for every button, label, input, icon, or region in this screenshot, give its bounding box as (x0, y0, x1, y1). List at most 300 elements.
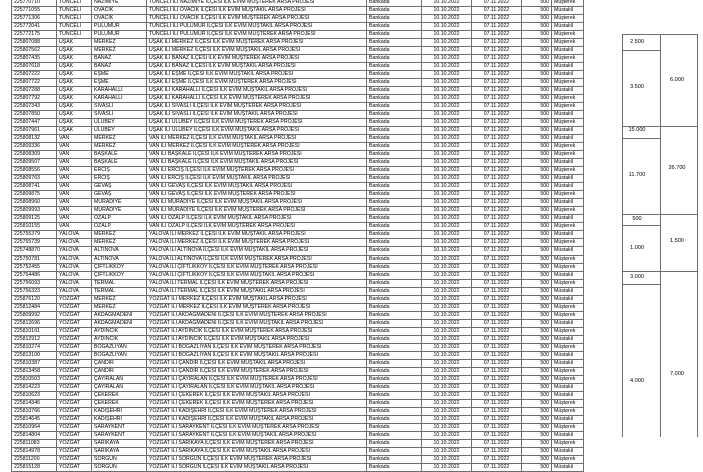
start-date-cell: 10.10.2022 (422, 87, 472, 95)
record-id-cell: 225771055 (12, 7, 57, 15)
amount-cell: 500 (522, 279, 552, 287)
province-cell: VAN (57, 199, 92, 207)
start-date-cell: 10.10.2022 (422, 367, 472, 375)
project-name-cell: UŞAK İLİ EŞME İLÇESİ İLK EVİM MÜŞTAKİL ARSA PROJESİ (147, 71, 367, 79)
province-cell: YALOVA (57, 255, 92, 263)
project-type-cell: Müstakil (552, 415, 584, 423)
end-date-cell: 07.11.2022 (472, 319, 522, 327)
district-cell: GEVAŞ (92, 183, 147, 191)
province-cell: VAN (57, 183, 92, 191)
province-cell: YOZGAT (57, 327, 92, 335)
project-name-cell: VAN İLİ ERCİŞ İLÇESİ İLK EVİM MÜŞTEREK ARSA PROJESİ (147, 167, 367, 175)
end-date-cell: 07.11.2022 (472, 103, 522, 111)
district-cell: ÇAYIRALAN (92, 375, 147, 383)
record-id-cell: 225814804 (12, 431, 57, 439)
end-date-cell: 07.11.2022 (472, 383, 522, 391)
table-row (12, 263, 584, 271)
payment-status-cell: Bankada (367, 39, 422, 47)
table-row (12, 79, 584, 87)
project-name-cell: YOZGAT İLİ SARIKAYA İLÇESİ İLK EVİM MÜŞTEREK ARSA PROJESİ (147, 439, 367, 447)
amount-cell: 500 (522, 127, 552, 135)
record-id-cell: 225807288 (12, 87, 57, 95)
province-cell: VAN (57, 223, 92, 231)
start-date-cell: 10.10.2022 (422, 431, 472, 439)
project-name-cell: YALOVA İLİ ÇİFTLİKKÖY İLÇESİ İLK EVİM MÜŞTEREK ARSA PROJESİ (147, 263, 367, 271)
project-name-cell: YALOVA İLİ ALTINOVA İLÇESİ İLK EVİM MÜŞTAKİL ARSA PROJESİ (147, 247, 367, 255)
project-type-cell: Müstakil (552, 175, 584, 183)
district-cell: ALTINOVA (92, 247, 147, 255)
start-date-cell: 10.10.2022 (422, 223, 472, 231)
payment-status-cell: Bankada (367, 79, 422, 87)
start-date-cell: 10.10.2022 (422, 119, 472, 127)
end-date-cell: 07.11.2022 (472, 399, 522, 407)
start-date-cell: 10.10.2022 (422, 191, 472, 199)
province-cell: YOZGAT (57, 359, 92, 367)
record-id-cell: 225754486 (12, 271, 57, 279)
province-cell: YOZGAT (57, 383, 92, 391)
amount-cell: 500 (522, 111, 552, 119)
payment-status-cell: Bankada (367, 399, 422, 407)
project-name-cell: VAN İLİ GEVAŞ İLÇESİ İLK EVİM MÜŞTEREK ARSA PROJESİ (147, 191, 367, 199)
end-date-cell: 07.11.2022 (472, 263, 522, 271)
end-date-cell: 07.11.2022 (472, 31, 522, 39)
amount-cell: 500 (522, 319, 552, 327)
end-date-cell: 07.11.2022 (472, 39, 522, 47)
province-cell: TUNCELİ (57, 0, 92, 7)
table-row (12, 455, 584, 463)
record-id-cell: 225748870 (12, 247, 57, 255)
start-date-cell: 10.10.2022 (422, 159, 472, 167)
project-type-cell: Müşterek (552, 367, 584, 375)
payment-status-cell: Bankada (367, 383, 422, 391)
amount-cell: 500 (522, 215, 552, 223)
project-type-cell: Müstakil (552, 127, 584, 135)
start-date-cell: 10.10.2022 (422, 231, 472, 239)
start-date-cell: 10.10.2022 (422, 71, 472, 79)
district-cell: BOĞAZLIYAN (92, 343, 147, 351)
record-id-cell: 225807088 (12, 39, 57, 47)
amount-cell: 500 (522, 375, 552, 383)
province-cell: YOZGAT (57, 311, 92, 319)
yozgat-mustakil-total: 3.000 (630, 274, 644, 280)
record-id-cell: 225808556 (12, 167, 57, 175)
table-row (12, 311, 584, 319)
district-cell: KADIŞEHRİ (92, 407, 147, 415)
district-cell: ÖZALP (92, 223, 147, 231)
province-cell: YOZGAT (57, 431, 92, 439)
project-type-cell: Müstakil (552, 159, 584, 167)
table-row (12, 247, 584, 255)
province-cell: YALOVA (57, 287, 92, 295)
province-cell: TUNCELİ (57, 23, 92, 31)
payment-status-cell: Bankada (367, 55, 422, 63)
amount-cell: 500 (522, 47, 552, 55)
payment-status-cell: Bankada (367, 119, 422, 127)
payment-status-cell: Bankada (367, 255, 422, 263)
start-date-cell: 10.10.2022 (422, 127, 472, 135)
table-row (12, 375, 584, 383)
district-cell: BAŞKALE (92, 151, 147, 159)
table-row (12, 135, 584, 143)
province-cell: UŞAK (57, 71, 92, 79)
start-date-cell: 10.10.2022 (422, 391, 472, 399)
amount-cell: 500 (522, 423, 552, 431)
start-date-cell: 10.10.2022 (422, 319, 472, 327)
project-type-cell: Müşterek (552, 327, 584, 335)
district-cell: TERMAL (92, 279, 147, 287)
project-type-cell: Müstakil (552, 87, 584, 95)
start-date-cell: 10.10.2022 (422, 351, 472, 359)
project-type-cell: Müşterek (552, 191, 584, 199)
start-date-cell: 10.10.2022 (422, 143, 472, 151)
project-type-cell: Müstakil (552, 111, 584, 119)
end-date-cell: 07.11.2022 (472, 255, 522, 263)
district-cell: ÇİFTLİKKÖY (92, 271, 147, 279)
record-id-cell: 225756323 (12, 287, 57, 295)
project-type-cell: Müşterek (552, 151, 584, 159)
amount-cell: 500 (522, 175, 552, 183)
province-cell: UŞAK (57, 127, 92, 135)
payment-status-cell: Bankada (367, 239, 422, 247)
start-date-cell: 10.10.2022 (422, 407, 472, 415)
project-name-cell: YOZGAT İLİ BOĞAZLIYAN İLÇESİ İLK EVİM MÜŞTAKİL ARSA PROJESİ (147, 351, 367, 359)
project-type-cell: Müşterek (552, 263, 584, 271)
table-row (12, 335, 584, 343)
end-date-cell: 07.11.2022 (472, 431, 522, 439)
payment-status-cell: Bankada (367, 127, 422, 135)
payment-status-cell: Bankada (367, 263, 422, 271)
record-id-cell: 225755739 (12, 239, 57, 247)
table-row (12, 167, 584, 175)
district-cell: SORGUN (92, 463, 147, 471)
project-type-cell: Müstakil (552, 63, 584, 71)
end-date-cell: 07.11.2022 (472, 87, 522, 95)
district-cell: MERKEZ (92, 239, 147, 247)
payment-status-cell: Bankada (367, 7, 422, 15)
amount-cell: 500 (522, 191, 552, 199)
table-row (12, 343, 584, 351)
province-cell: TUNCELİ (57, 31, 92, 39)
amount-cell: 500 (522, 143, 552, 151)
end-date-cell: 07.11.2022 (472, 199, 522, 207)
amount-cell: 500 (522, 63, 552, 71)
project-type-cell: Müşterek (552, 143, 584, 151)
table-row (12, 0, 584, 7)
end-date-cell: 07.11.2022 (472, 439, 522, 447)
start-date-cell: 10.10.2022 (422, 311, 472, 319)
end-date-cell: 07.11.2022 (472, 407, 522, 415)
project-name-cell: YOZGAT İLİ AKDAĞMADENİ İLÇESİ İLK EVİM MÜŞTAKİL ARSA PROJESİ (147, 319, 367, 327)
payment-status-cell: Bankada (367, 175, 422, 183)
project-type-cell: Müstakil (552, 271, 584, 279)
record-id-cell: 225807618 (12, 63, 57, 71)
yalova-musterek-total: 1.000 (630, 245, 644, 251)
project-table (11, 0, 584, 472)
project-name-cell: YALOVA İLİ MERKEZ İLÇESİ İLK EVİM MÜŞTAKİL ARSA PROJESİ (147, 231, 367, 239)
payment-status-cell: Bankada (367, 151, 422, 159)
province-cell: UŞAK (57, 87, 92, 95)
province-cell: YOZGAT (57, 335, 92, 343)
record-id-cell: 225809992 (12, 311, 57, 319)
payment-status-cell: Bankada (367, 415, 422, 423)
amount-cell: 500 (522, 327, 552, 335)
amount-cell: 500 (522, 167, 552, 175)
record-id-cell: 225808309 (12, 151, 57, 159)
amount-cell: 500 (522, 0, 552, 7)
table-row (12, 423, 584, 431)
province-cell: YOZGAT (57, 343, 92, 351)
project-name-cell: VAN İLİ MURADİYE İLÇESİ İLK EVİM MÜŞTAKİL ARSA PROJESİ (147, 199, 367, 207)
start-date-cell: 10.10.2022 (422, 47, 472, 55)
table-row (12, 191, 584, 199)
yozgat-musterek-total: 4.000 (630, 378, 644, 384)
start-date-cell: 10.10.2022 (422, 183, 472, 191)
payment-status-cell: Bankada (367, 183, 422, 191)
district-cell: KADIŞEHRİ (92, 415, 147, 423)
table-row (12, 271, 584, 279)
table-row (12, 303, 584, 311)
table-row (12, 199, 584, 207)
payment-status-cell: Bankada (367, 423, 422, 431)
end-date-cell: 07.11.2022 (472, 175, 522, 183)
table-row (12, 207, 584, 215)
district-cell: KARAHALLI (92, 87, 147, 95)
payment-status-cell: Bankada (367, 407, 422, 415)
amount-cell: 500 (522, 431, 552, 439)
van-mustakil-total: 15.000 (628, 127, 646, 133)
amount-cell: 500 (522, 311, 552, 319)
start-date-cell: 10.10.2022 (422, 455, 472, 463)
province-cell: YOZGAT (57, 351, 92, 359)
payment-status-cell: Bankada (367, 103, 422, 111)
project-type-cell: Müşterek (552, 343, 584, 351)
project-name-cell: YOZGAT İLİ KADIŞEHRİ İLÇESİ İLK EVİM MÜŞTEREK ARSA PROJESİ (147, 407, 367, 415)
project-type-cell: Müstakil (552, 447, 584, 455)
end-date-cell: 07.11.2022 (472, 287, 522, 295)
end-date-cell: 07.11.2022 (472, 343, 522, 351)
project-name-cell: VAN İLİ MERKEZ İLÇESİ İLK EVİM MÜŞTAKİL ARSA PROJESİ (147, 135, 367, 143)
payment-status-cell: Bankada (367, 335, 422, 343)
table-row (12, 103, 584, 111)
payment-status-cell: Bankada (367, 159, 422, 167)
district-cell: ÇEKEREK (92, 399, 147, 407)
table-row (12, 175, 584, 183)
table-row (12, 31, 584, 39)
table-row (12, 239, 584, 247)
start-date-cell: 10.10.2022 (422, 327, 472, 335)
province-cell: YOZGAT (57, 399, 92, 407)
district-cell: GEVAŞ (92, 191, 147, 199)
project-name-cell: UŞAK İLİ EŞME İLÇESİ İLK EVİM MÜŞTEREK ARSA PROJESİ (147, 79, 367, 87)
province-cell: UŞAK (57, 119, 92, 127)
table-row (12, 407, 584, 415)
province-cell: UŞAK (57, 63, 92, 71)
amount-cell: 500 (522, 207, 552, 215)
amount-cell: 500 (522, 287, 552, 295)
record-id-cell: 225808132 (12, 135, 57, 143)
amount-cell: 500 (522, 151, 552, 159)
start-date-cell: 10.10.2022 (422, 103, 472, 111)
payment-status-cell: Bankada (367, 271, 422, 279)
province-cell: YALOVA (57, 231, 92, 239)
record-id-cell: 225811083 (12, 439, 57, 447)
project-name-cell: VAN İLİ ÖZALP İLÇESİ İLK EVİM MÜŞTAKİL ARSA PROJESİ (147, 215, 367, 223)
end-date-cell: 07.11.2022 (472, 167, 522, 175)
end-date-cell: 07.11.2022 (472, 127, 522, 135)
amount-cell: 500 (522, 383, 552, 391)
start-date-cell: 10.10.2022 (422, 375, 472, 383)
payment-status-cell: Bankada (367, 167, 422, 175)
end-date-cell: 07.11.2022 (472, 375, 522, 383)
record-id-cell: 225808741 (12, 183, 57, 191)
payment-status-cell: Bankada (367, 455, 422, 463)
district-cell: OVACIK (92, 7, 147, 15)
project-name-cell: YOZGAT İLİ ÇEKEREK İLÇESİ İLK EVİM MÜŞTAKİL ARSA PROJESİ (147, 391, 367, 399)
table-row (12, 23, 584, 31)
payment-status-cell: Bankada (367, 47, 422, 55)
province-cell: UŞAK (57, 103, 92, 111)
start-date-cell: 10.10.2022 (422, 167, 472, 175)
payment-status-cell: Bankada (367, 287, 422, 295)
record-id-cell: 225809993 (12, 207, 57, 215)
table-row (12, 55, 584, 63)
table-row (12, 87, 584, 95)
van-total: 26.700 (668, 165, 686, 171)
table-row (12, 151, 584, 159)
project-name-cell: UŞAK İLİ MERKEZ İLÇESİ İLK EVİM MÜŞTAKİL ARSA PROJESİ (147, 47, 367, 55)
start-date-cell: 10.10.2022 (422, 247, 472, 255)
table-row (12, 367, 584, 375)
start-date-cell: 10.10.2022 (422, 207, 472, 215)
start-date-cell: 10.10.2022 (422, 199, 472, 207)
project-type-cell: Müstakil (552, 351, 584, 359)
district-cell: AYDINCIK (92, 327, 147, 335)
project-name-cell: YOZGAT İLİ AKDAĞMADENİ İLÇESİ İLK EVİM MÜŞTEREK ARSA PROJESİ (147, 311, 367, 319)
project-type-cell: Müşterek (552, 55, 584, 63)
end-date-cell: 07.11.2022 (472, 159, 522, 167)
project-type-cell: Müşterek (552, 375, 584, 383)
record-id-cell: 225755379 (12, 231, 57, 239)
end-date-cell: 07.11.2022 (472, 279, 522, 287)
district-cell: TERMAL (92, 287, 147, 295)
end-date-cell: 07.11.2022 (472, 455, 522, 463)
end-date-cell: 07.11.2022 (472, 215, 522, 223)
record-id-cell: 225807722 (12, 79, 57, 87)
end-date-cell: 07.11.2022 (472, 359, 522, 367)
table-row (12, 319, 584, 327)
payment-status-cell: Bankada (367, 23, 422, 31)
table-row (12, 399, 584, 407)
end-date-cell: 07.11.2022 (472, 391, 522, 399)
province-cell: TUNCELİ (57, 7, 92, 15)
project-name-cell: YALOVA İLİ MERKEZ İLÇESİ İLK EVİM MÜŞTEREK ARSA PROJESİ (147, 239, 367, 247)
project-name-cell: UŞAK İLİ MERKEZ İLÇESİ İLK EVİM MÜŞTEREK ARSA PROJESİ (147, 39, 367, 47)
province-cell: VAN (57, 143, 92, 151)
end-date-cell: 07.11.2022 (472, 23, 522, 31)
project-type-cell: Müstakil (552, 335, 584, 343)
record-id-cell: 225810964 (12, 423, 57, 431)
payment-status-cell: Bankada (367, 231, 422, 239)
province-cell: YALOVA (57, 271, 92, 279)
payment-status-cell: Bankada (367, 431, 422, 439)
province-cell: VAN (57, 191, 92, 199)
payment-status-cell: Bankada (367, 351, 422, 359)
end-date-cell: 07.11.2022 (472, 351, 522, 359)
amount-cell: 500 (522, 199, 552, 207)
table-row (12, 287, 584, 295)
project-name-cell: UŞAK İLİ BANAZ İLÇESİ İLK EVİM MÜŞTAKİL ARSA PROJESİ (147, 63, 367, 71)
project-type-cell: Müstakil (552, 23, 584, 31)
district-cell: SARAYKENT (92, 423, 147, 431)
amount-cell: 500 (522, 415, 552, 423)
end-date-cell: 07.11.2022 (472, 247, 522, 255)
district-cell: SARIKAYA (92, 447, 147, 455)
record-id-cell: 225770710 (12, 0, 57, 7)
record-id-cell: 225752455 (12, 263, 57, 271)
province-cell: YALOVA (57, 263, 92, 271)
end-date-cell: 07.11.2022 (472, 135, 522, 143)
start-date-cell: 10.10.2022 (422, 239, 472, 247)
district-cell: ERCİŞ (92, 167, 147, 175)
record-id-cell: 225808960 (12, 199, 57, 207)
project-name-cell: YOZGAT İLİ ÇAYIRALAN İLÇESİ İLK EVİM MÜŞTAKİL ARSA PROJESİ (147, 383, 367, 391)
province-cell: VAN (57, 175, 92, 183)
province-cell: YOZGAT (57, 375, 92, 383)
end-date-cell: 07.11.2022 (472, 311, 522, 319)
amount-cell: 500 (522, 247, 552, 255)
amount-cell: 500 (522, 447, 552, 455)
record-id-cell: 225756093 (12, 279, 57, 287)
project-type-cell: Müstakil (552, 391, 584, 399)
start-date-cell: 10.10.2022 (422, 79, 472, 87)
start-date-cell: 10.10.2022 (422, 55, 472, 63)
payment-status-cell: Bankada (367, 199, 422, 207)
start-date-cell: 10.10.2022 (422, 0, 472, 7)
record-id-cell: 225809763 (12, 175, 57, 183)
project-name-cell: YOZGAT İLİ SORGUN İLÇESİ İLK EVİM MÜŞTAKİL ARSA PROJESİ (147, 463, 367, 471)
end-date-cell: 07.11.2022 (472, 463, 522, 471)
project-name-cell: UŞAK İLİ ULUBEY İLÇESİ İLK EVİM MÜŞTEREK ARSA PROJESİ (147, 119, 367, 127)
amount-cell: 500 (522, 407, 552, 415)
project-name-cell: YALOVA İLİ TERMAL İLÇESİ İLK EVİM MÜŞTEREK ARSA PROJESİ (147, 279, 367, 287)
end-date-cell: 07.11.2022 (472, 63, 522, 71)
yalova-mustakil-total: 500 (632, 216, 642, 222)
end-date-cell: 07.11.2022 (472, 191, 522, 199)
table-row (12, 231, 584, 239)
payment-status-cell: Bankada (367, 111, 422, 119)
table-row (12, 127, 584, 135)
table-row (12, 255, 584, 263)
province-cell: VAN (57, 215, 92, 223)
start-date-cell: 10.10.2022 (422, 343, 472, 351)
project-type-cell: Müşterek (552, 0, 584, 7)
project-type-cell: Müstakil (552, 231, 584, 239)
payment-status-cell: Bankada (367, 327, 422, 335)
amount-cell: 500 (522, 119, 552, 127)
start-date-cell: 10.10.2022 (422, 383, 472, 391)
project-type-cell: Müşterek (552, 455, 584, 463)
payment-status-cell: Bankada (367, 375, 422, 383)
end-date-cell: 07.11.2022 (472, 183, 522, 191)
project-type-cell: Müstakil (552, 47, 584, 55)
table-row (12, 279, 584, 287)
end-date-cell: 07.11.2022 (472, 79, 522, 87)
district-cell: AKDAĞMADENİ (92, 319, 147, 327)
payment-status-cell: Bankada (367, 143, 422, 151)
table-row (12, 95, 584, 103)
project-name-cell: YOZGAT İLİ KADIŞEHRİ İLÇESİ İLK EVİM MÜŞTAKİL ARSA PROJESİ (147, 415, 367, 423)
end-date-cell: 07.11.2022 (472, 447, 522, 455)
